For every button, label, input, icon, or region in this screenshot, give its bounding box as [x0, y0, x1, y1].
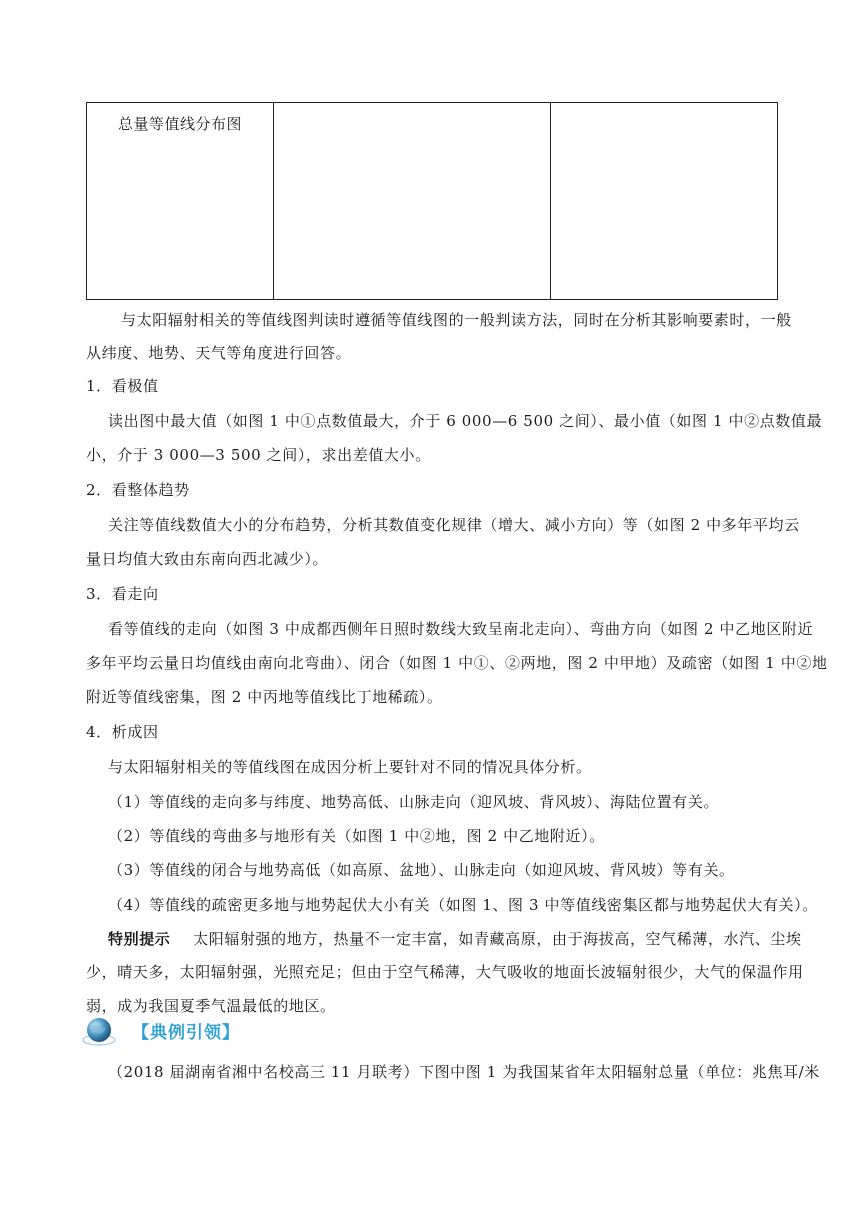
paragraph-line: 从纬度、地势、天气等角度进行回答。	[86, 344, 352, 362]
paragraph-line: 量日均值大致由东南向西北减少）。	[86, 550, 329, 568]
contour-map-table	[86, 102, 778, 300]
paragraph-line: 小，介于 3 000—3 500 之间），求出差值大小。	[86, 446, 431, 464]
paragraph-line: 看等值线的走向（如图 3 中成都西侧年日照时数线大致呈南北走向）、弯曲方向（如图 2 中乙地区附近	[108, 620, 814, 638]
paragraph-line: 读出图中最大值（如图 1 中①点数值最大，介于 6 000—6 500 之间）、最小值（如图 1 中②点数值最	[108, 412, 823, 430]
paragraph-line: 弱，成为我国夏季气温最低的地区。	[86, 997, 336, 1015]
paragraph-line: 关注等值线数值大小的分布趋势，分析其数值变化规律（增大、减小方向）等（如图 2 中多年平均云	[108, 516, 800, 534]
paragraph-line: 附近等值线密集，图 2 中丙地等值线比丁地稀疏）。	[86, 688, 443, 706]
paragraph-line: 与太阳辐射相关的等值线图判读时遵循等值线图的一般判读方法，同时在分析其影响要素时，一般	[121, 311, 792, 329]
paragraph-line: （1）等值线的走向多与纬度、地势高低、山脉走向（迎风坡、背风坡）、海陆位置有关。	[108, 793, 720, 811]
tip-label: 特别提示	[108, 930, 171, 948]
paragraph-line: （3）等值线的闭合与地势高低（如高原、盆地）、山脉走向（如迎风坡、背风坡）等有关。	[108, 861, 735, 879]
section-heading: 1．看极值	[86, 377, 159, 395]
globe-icon	[82, 1014, 116, 1048]
section-banner	[76, 1012, 376, 1048]
paragraph-line: 少，晴天多，太阳辐射强，光照充足；但由于空气稀薄，大气吸收的地面长波辐射很少，大气的保温作用	[86, 963, 804, 981]
table-cell-empty	[274, 103, 551, 300]
table-cell-label	[87, 103, 274, 300]
table-cell-empty	[551, 103, 778, 300]
paragraph-line: 与太阳辐射相关的等值线图在成因分析上要针对不同的情况具体分析。	[108, 758, 592, 776]
table-row-label: 总量等值线分布图	[117, 115, 242, 133]
tip-line	[108, 929, 802, 949]
paragraph-line: （4）等值线的疏密更多地与地势起伏大小有关（如图 1、图 3 中等值线密集区都与地势起伏大有关）。	[108, 896, 818, 914]
section-heading: 4．析成因	[86, 723, 159, 741]
section-title: 【典例引领】	[132, 1023, 240, 1043]
paragraph-line: （2）等值线的弯曲多与地形有关（如图 1 中②地，图 2 中乙地附近）。	[108, 827, 605, 845]
paragraph-line: 多年平均云量日均值线由南向北弯曲）、闭合（如图 1 中①、②两地，图 2 中甲地）及疏密（如图 1 中②地	[86, 654, 828, 672]
section-heading: 3．看走向	[86, 585, 159, 603]
tip-text: 太阳辐射强的地方，热量不一定丰富，如青藏高原，由于海拔高，空气稀薄，水汽、尘埃	[193, 930, 802, 948]
section-heading: 2．看整体趋势	[86, 481, 190, 499]
example-line: （2018 届湖南省湘中名校高三 11 月联考）下图中图 1 为我国某省年太阳辐射总量（单位：兆焦耳/米	[108, 1063, 820, 1081]
